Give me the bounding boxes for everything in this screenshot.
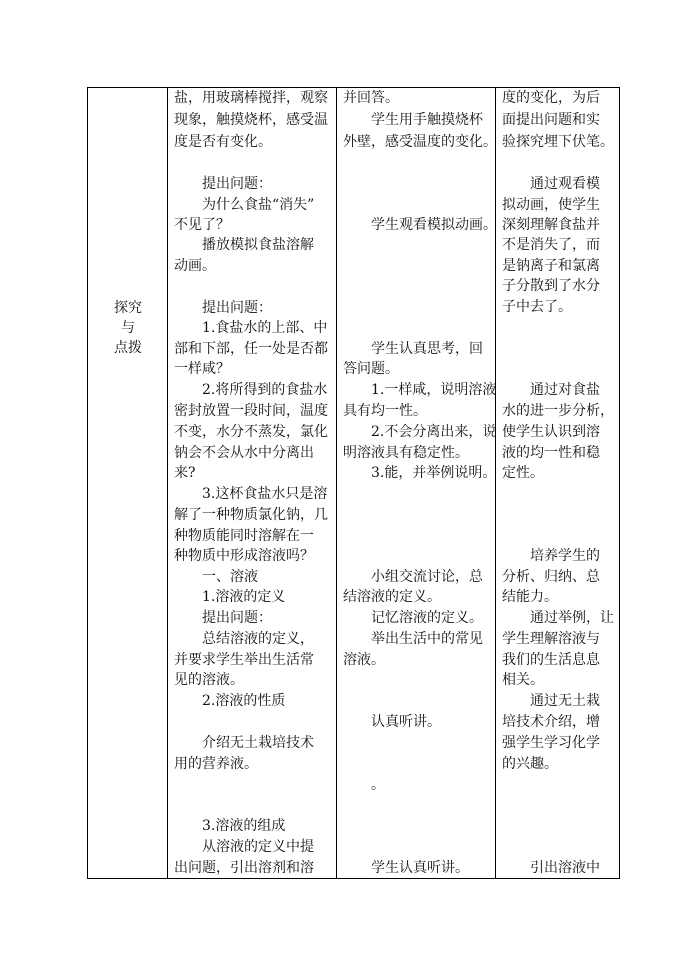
cell-text-line: 学生认真听讲。 — [371, 860, 469, 876]
cell-text-line: 答问题。 — [343, 361, 399, 377]
cell-text-line: 不变，水分不蒸发，氯化 — [174, 424, 328, 440]
design-intent-cell — [496, 88, 621, 878]
section-label-line: 点拨 — [114, 340, 142, 356]
cell-text-line: 拟动画，使学生 — [502, 197, 600, 213]
cell-text-line: 子分散到了水分 — [502, 278, 600, 294]
cell-text-line: 为什么食盐“消失” — [202, 197, 315, 213]
cell-text-line: 子中去了。 — [502, 299, 572, 315]
cell-text-line: 3.能，并举例说明。 — [371, 465, 497, 481]
cell-text-line: 度是否有变化。 — [174, 134, 272, 150]
section-label-line: 与 — [121, 320, 135, 336]
cell-text-line: 提出问题： — [202, 176, 272, 192]
cell-text-line: 我们的生活息息 — [502, 652, 600, 668]
cell-text-line: 1.溶液的定义 — [202, 589, 286, 605]
cell-text-line: 水的进一步分析， — [502, 403, 614, 419]
cell-text-line: 2.不会分离出来，说 — [371, 424, 497, 440]
cell-text-line: 从溶液的定义中提 — [202, 839, 314, 855]
cell-text-line: 的兴趣。 — [502, 756, 558, 772]
cell-text-line: 总结溶液的定义， — [202, 631, 314, 647]
cell-text-line: 一样咸？ — [174, 361, 230, 377]
cell-text-line: 3.这杯食盐水只是溶 — [202, 486, 328, 502]
cell-text-line: 种物质能同时溶解在一 — [174, 528, 314, 544]
cell-text-line: 解了一种物质氯化钠，几 — [174, 507, 328, 523]
cell-text-line: 2.将所得到的食盐水 — [202, 382, 328, 398]
cell-text-line: 1.一样咸，说明溶液 — [371, 382, 497, 398]
cell-text-line: 明溶液具有稳定性。 — [343, 445, 469, 461]
cell-text-line: 现象，触摸烧杯，感受温 — [174, 112, 328, 128]
cell-text-line: 学生理解溶液与 — [502, 631, 600, 647]
cell-text-line: 不见了？ — [174, 217, 230, 233]
cell-text-line: 提出问题： — [202, 610, 272, 626]
cell-text-line: 结溶液的定义。 — [343, 589, 441, 605]
cell-text-line: 具有均一性。 — [343, 403, 427, 419]
cell-text-line: 相关。 — [502, 672, 544, 688]
cell-text-line: 学生认真思考，回 — [371, 341, 483, 357]
cell-text-line: 验探究埋下伏笔。 — [502, 134, 614, 150]
cell-text-line: 强学生学习化学 — [502, 735, 600, 751]
section-label-line: 探究 — [114, 300, 142, 316]
cell-text-line: 学生观看模拟动画。 — [371, 217, 497, 233]
cell-text-line: 出问题，引出溶剂和溶 — [174, 860, 314, 876]
cell-text-line: 来? — [174, 465, 196, 481]
cell-text-line: 小组交流讨论，总 — [371, 569, 483, 585]
cell-text-line: 引出溶液中 — [530, 860, 600, 876]
cell-text-line: 是钠离子和氯离 — [502, 258, 600, 274]
cell-text-line: 培技术介绍，增 — [502, 714, 600, 730]
cell-text-line: 使学生认识到溶 — [502, 424, 600, 440]
cell-text-line: 通过对食盐 — [530, 382, 600, 398]
cell-text-line: 通过举例，让 — [530, 610, 614, 626]
cell-text-line: 钠会不会从水中分离出 — [174, 445, 314, 461]
section-label — [88, 298, 168, 358]
cell-text-line: 。 — [371, 777, 385, 793]
student-activity-cell — [337, 88, 496, 878]
cell-text-line: 结能力。 — [502, 589, 558, 605]
cell-text-line: 盐，用玻璃棒搅拌，观察 — [174, 90, 328, 106]
cell-text-line: 深刻理解食盐并 — [502, 217, 600, 233]
section-label-cell — [88, 88, 168, 878]
cell-text-line: 1.食盐水的上部、中 — [202, 320, 328, 336]
cell-text-line: 3.溶液的组成 — [202, 818, 286, 834]
lesson-table — [87, 87, 620, 879]
cell-text-line: 提出问题： — [202, 300, 272, 316]
cell-text-line: 举出生活中的常见 — [371, 631, 483, 647]
cell-text-line: 记忆溶液的定义。 — [371, 610, 483, 626]
cell-text-line: 并要求学生举出生活常 — [174, 652, 314, 668]
cell-text-line: 动画。 — [174, 258, 216, 274]
cell-text-line: 认真听讲。 — [371, 714, 441, 730]
cell-text-line: 介绍无土栽培技术 — [202, 735, 314, 751]
cell-text-line: 度的变化，为后 — [502, 90, 600, 106]
cell-text-line: 不是消失了，而 — [502, 237, 600, 253]
cell-text-line: 分析、归纳、总 — [502, 569, 600, 585]
cell-text-line: 液的均一性和稳 — [502, 445, 600, 461]
cell-text-line: 溶液。 — [343, 652, 385, 668]
cell-text-line: 培养学生的 — [530, 548, 600, 564]
cell-text-line: 种物质中形成溶液吗？ — [174, 548, 314, 564]
cell-text-line: 2.溶液的性质 — [202, 693, 286, 709]
cell-text-line: 通过无土栽 — [530, 693, 600, 709]
cell-text-line: 并回答。 — [343, 90, 399, 106]
cell-text-line: 外壁，感受温度的变化。 — [343, 134, 497, 150]
cell-text-line: 部和下部，任一处是否都 — [174, 341, 328, 357]
cell-text-line: 通过观看模 — [530, 176, 600, 192]
cell-text-line: 密封放置一段时间，温度 — [174, 403, 328, 419]
cell-text-line: 见的溶液。 — [174, 672, 244, 688]
cell-text-line: 一、溶液 — [202, 569, 258, 585]
cell-text-line: 用的营养液。 — [174, 756, 258, 772]
cell-text-line: 播放模拟食盐溶解 — [202, 237, 314, 253]
cell-text-line: 面提出问题和实 — [502, 112, 600, 128]
cell-text-line: 定性。 — [502, 465, 544, 481]
cell-text-line: 学生用手触摸烧杯 — [371, 112, 483, 128]
teacher-activity-cell — [168, 88, 337, 878]
